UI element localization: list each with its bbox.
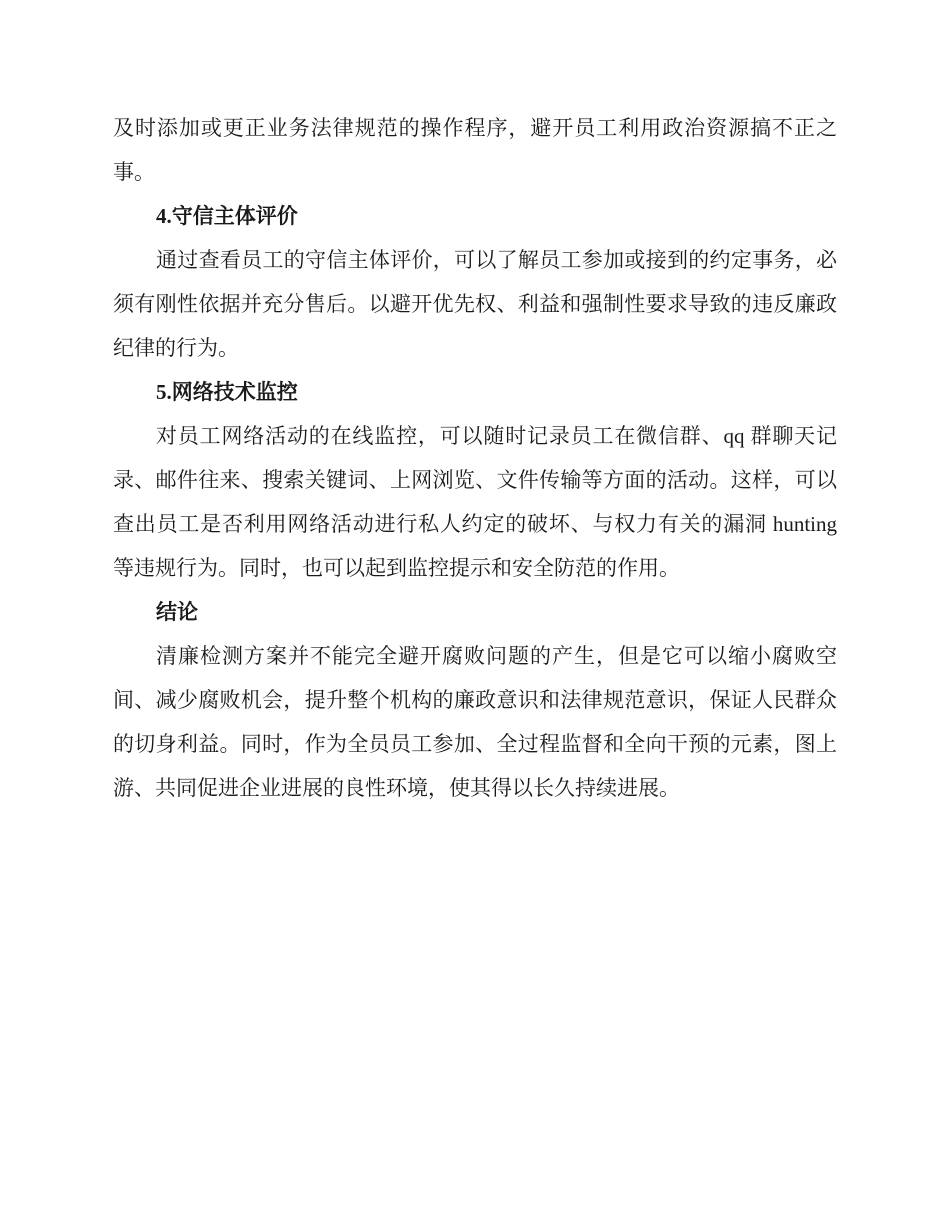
section-heading-conclusion: 结论 [156, 600, 198, 624]
paragraph-conclusion: 清廉检测方案并不能完全避开腐败问题的产生，但是它可以缩小腐败空间、减少腐败机会，提升整个机构的廉政意识和法律规范意识，保证人民群众的切身利益。同时，作为全员员工参加、全过程监督和全向干预的元素，图上游、共同促进企业进展的良性环境，使其得以长久持续进展。 [113, 644, 837, 800]
paragraph-network-monitoring: 对员工网络活动的在线监控，可以随时记录员工在微信群、qq 群聊天记录、邮件往来、搜索关键词、上网浏览、文件传输等方面的活动。这样，可以查出员工是否利用网络活动进行私人约定的破坏、与权力有关的漏洞 hunting 等违规行为。同时，也可以起到监控提示和安全防范的作用。 [113, 424, 837, 580]
document-body [113, 106, 837, 810]
paragraph-operating-procedures: 及时添加或更正业务法律规范的操作程序，避开员工利用政治资源搞不正之事。 [113, 116, 837, 184]
paragraph-credit-evaluation: 通过查看员工的守信主体评价，可以了解员工参加或接到的约定事务，必须有刚性依据并充分售后。以避开优先权、利益和强制性要求导致的违反廉政纪律的行为。 [113, 248, 837, 360]
section-heading-network-monitoring: 5.网络技术监控 [156, 380, 298, 404]
section-heading-credit-evaluation: 4.守信主体评价 [156, 204, 298, 228]
